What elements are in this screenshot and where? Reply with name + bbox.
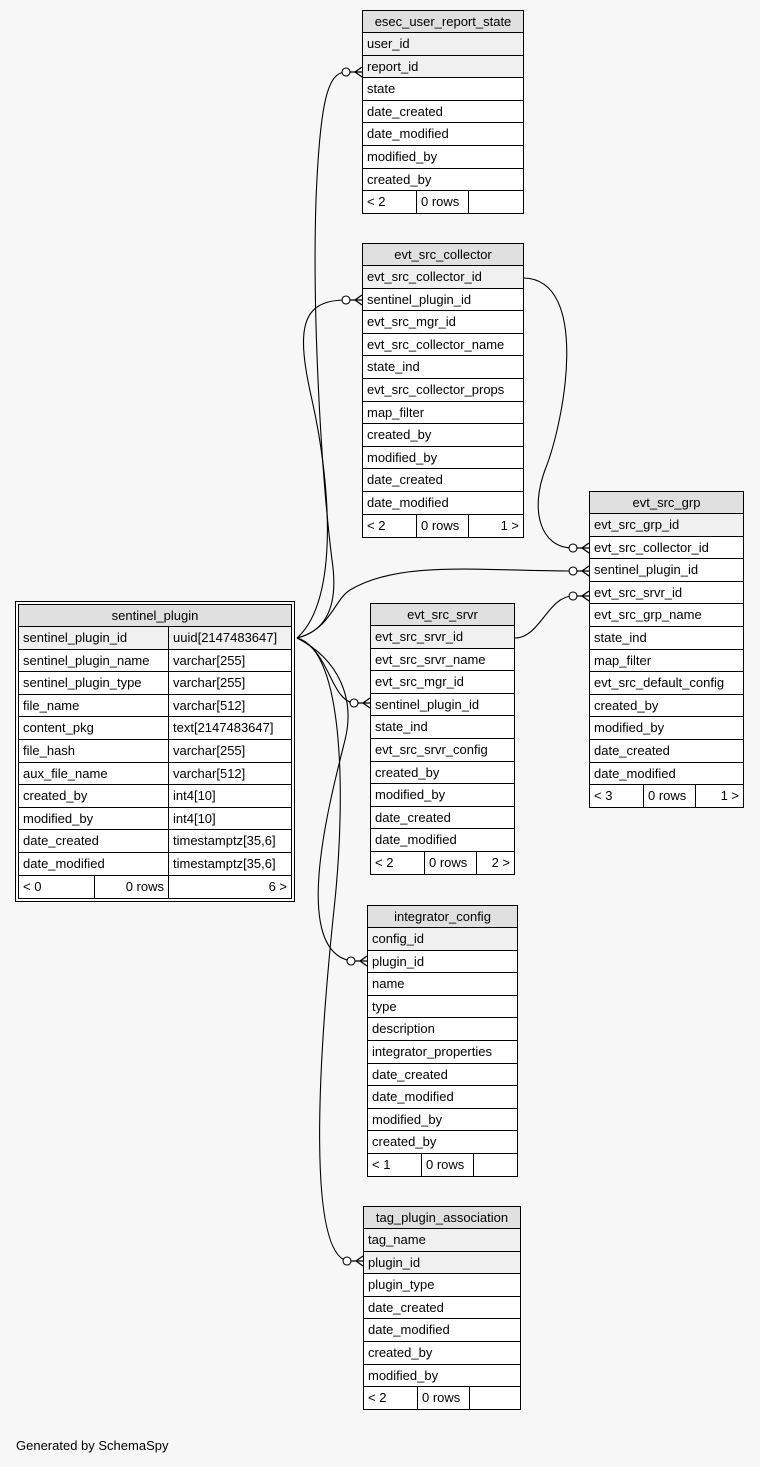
column-row[interactable] xyxy=(19,740,291,763)
column-row[interactable] xyxy=(590,717,743,740)
parents-count[interactable]: < 2 xyxy=(371,852,425,874)
crows-foot-icon xyxy=(577,591,589,601)
column-row[interactable] xyxy=(371,739,514,762)
column-name: description xyxy=(372,1021,435,1037)
column-row[interactable] xyxy=(371,784,514,807)
table-title[interactable]: evt_src_collector xyxy=(363,244,523,266)
table-footer xyxy=(363,515,523,537)
column-row[interactable] xyxy=(19,763,291,786)
crows-foot-icon xyxy=(350,67,362,77)
parents-count[interactable]: < 2 xyxy=(364,1387,418,1409)
children-count[interactable]: 2 > xyxy=(491,854,510,870)
table-esec-user-report-state[interactable] xyxy=(362,10,524,214)
optional-marker-icon xyxy=(350,699,358,707)
relationship-line xyxy=(297,638,347,1261)
column-name: map_filter xyxy=(594,652,652,668)
column-row[interactable] xyxy=(590,650,743,673)
column-type: int4[10] xyxy=(168,808,291,830)
column-row[interactable] xyxy=(364,1297,520,1320)
column-type: varchar[512] xyxy=(168,763,291,785)
column-row[interactable] xyxy=(364,1342,520,1365)
column-name: file_hash xyxy=(23,742,76,758)
column-row[interactable] xyxy=(590,763,743,786)
column-name: map_filter xyxy=(367,404,425,420)
relationship-line xyxy=(524,278,573,548)
column-row[interactable] xyxy=(363,334,523,357)
table-title[interactable]: evt_src_srvr xyxy=(371,604,514,626)
column-row[interactable] xyxy=(363,469,523,492)
column-row[interactable] xyxy=(368,973,517,996)
column-row[interactable] xyxy=(363,78,523,101)
column-name: user_id xyxy=(367,36,410,51)
column-row[interactable] xyxy=(19,808,291,831)
column-name: date_modified xyxy=(367,126,449,142)
crows-foot-icon xyxy=(355,956,367,966)
column-row[interactable] xyxy=(368,1109,517,1132)
column-name: created_by xyxy=(23,788,88,804)
table-sentinel-plugin[interactable] xyxy=(15,601,295,902)
column-row[interactable] xyxy=(363,33,523,56)
row-count: 0 rows xyxy=(95,876,169,898)
optional-marker-icon xyxy=(569,544,577,552)
column-name: sentinel_plugin_id xyxy=(23,630,128,645)
column-name: evt_src_mgr_id xyxy=(367,314,456,330)
row-count: 0 rows xyxy=(422,1154,474,1176)
column-name: evt_src_collector_props xyxy=(367,381,505,397)
column-name: date_modified xyxy=(367,494,449,510)
column-row[interactable] xyxy=(368,1041,517,1064)
column-name: evt_src_collector_id xyxy=(367,269,482,284)
column-row[interactable] xyxy=(368,1018,517,1041)
table-title[interactable]: tag_plugin_association xyxy=(364,1207,520,1229)
column-name: date_created xyxy=(372,1066,448,1082)
children-count[interactable] xyxy=(470,1387,520,1409)
table-integrator-config[interactable] xyxy=(367,905,518,1177)
optional-marker-icon xyxy=(569,567,577,575)
column-row[interactable] xyxy=(371,762,514,785)
column-name: state_ind xyxy=(594,629,647,645)
column-type: text[2147483647] xyxy=(168,717,291,739)
crows-foot-icon xyxy=(350,295,362,305)
column-row[interactable] xyxy=(364,1229,520,1252)
column-name: date_created xyxy=(594,742,670,758)
optional-marker-icon xyxy=(347,957,355,965)
table-evt-src-grp[interactable] xyxy=(589,491,744,808)
column-row[interactable] xyxy=(19,853,291,876)
children-count[interactable] xyxy=(474,1154,517,1176)
crows-foot-icon xyxy=(577,543,589,553)
column-row[interactable] xyxy=(19,672,291,695)
crows-foot-icon xyxy=(351,1256,363,1266)
column-type: varchar[255] xyxy=(168,740,291,762)
column-name: date_created xyxy=(367,103,443,119)
parents-count[interactable]: < 1 xyxy=(368,1154,422,1176)
column-name: evt_src_srvr_name xyxy=(375,651,486,667)
column-name: modified_by xyxy=(368,1367,439,1383)
optional-marker-icon xyxy=(343,1257,351,1265)
column-row[interactable] xyxy=(371,716,514,739)
column-name: evt_src_default_config xyxy=(594,675,725,691)
column-name: date_created xyxy=(367,472,443,488)
column-name: created_by xyxy=(375,764,440,780)
column-row[interactable] xyxy=(19,785,291,808)
table-title[interactable]: integrator_config xyxy=(368,906,517,928)
column-name: report_id xyxy=(367,58,419,74)
column-row[interactable] xyxy=(371,829,514,852)
column-row[interactable] xyxy=(363,56,523,79)
column-row[interactable] xyxy=(371,649,514,672)
column-name: modified_by xyxy=(372,1111,443,1127)
column-name: config_id xyxy=(372,931,425,946)
children-count[interactable]: 6 > xyxy=(268,878,287,894)
column-name: sentinel_plugin_id xyxy=(375,696,480,712)
column-row[interactable] xyxy=(363,289,523,312)
column-row[interactable] xyxy=(19,627,291,650)
column-name: evt_src_grp_id xyxy=(594,517,680,532)
column-row[interactable] xyxy=(363,492,523,515)
column-name: plugin_type xyxy=(368,1277,435,1293)
column-name: evt_src_collector_name xyxy=(367,336,505,352)
generated-by-note: Generated by SchemaSpy xyxy=(16,1438,169,1453)
table-footer xyxy=(363,191,523,213)
column-type: varchar[255] xyxy=(168,672,291,694)
column-name: content_pkg xyxy=(23,720,94,736)
column-row[interactable] xyxy=(590,627,743,650)
column-name: evt_src_srvr_id xyxy=(375,629,464,644)
column-row[interactable] xyxy=(363,146,523,169)
column-name: date_modified xyxy=(375,832,457,848)
column-row[interactable] xyxy=(363,424,523,447)
column-type: varchar[512] xyxy=(168,695,291,717)
column-row[interactable] xyxy=(590,514,743,537)
crows-foot-icon xyxy=(358,698,370,708)
column-name: file_name xyxy=(23,697,80,713)
column-row[interactable] xyxy=(590,559,743,582)
column-row[interactable] xyxy=(19,830,291,853)
column-name: sentinel_plugin_type xyxy=(23,675,142,691)
table-footer xyxy=(371,852,514,874)
table-footer xyxy=(368,1154,517,1176)
column-row[interactable] xyxy=(590,537,743,560)
column-type: timestamptz[35,6] xyxy=(168,853,291,875)
column-row[interactable] xyxy=(368,1064,517,1087)
children-count[interactable]: 1 > xyxy=(720,788,739,804)
column-row[interactable] xyxy=(364,1319,520,1342)
column-name: created_by xyxy=(367,171,432,187)
column-row[interactable] xyxy=(590,582,743,605)
column-name: date_modified xyxy=(372,1089,454,1105)
column-name: plugin_id xyxy=(368,1254,421,1270)
relationship-line xyxy=(515,596,573,638)
column-name: evt_src_srvr_id xyxy=(594,584,683,600)
table-footer xyxy=(364,1387,520,1409)
column-name: sentinel_plugin_id xyxy=(594,562,699,578)
table-footer xyxy=(19,876,291,898)
column-row[interactable] xyxy=(364,1274,520,1297)
column-row[interactable] xyxy=(363,101,523,124)
optional-marker-icon xyxy=(342,296,350,304)
column-row[interactable] xyxy=(363,402,523,425)
column-row[interactable] xyxy=(363,123,523,146)
column-name: name xyxy=(372,976,405,992)
column-row[interactable] xyxy=(364,1252,520,1275)
column-type: varchar[255] xyxy=(168,650,291,672)
column-name: evt_src_srvr_config xyxy=(375,741,488,757)
column-type: int4[10] xyxy=(168,785,291,807)
column-row[interactable] xyxy=(19,695,291,718)
column-row[interactable] xyxy=(590,672,743,695)
column-row[interactable] xyxy=(368,1131,517,1154)
relationship-line xyxy=(297,300,346,638)
column-row[interactable] xyxy=(19,717,291,740)
column-name: tag_name xyxy=(368,1232,426,1247)
column-name: modified_by xyxy=(367,449,438,465)
column-name: modified_by xyxy=(23,810,94,826)
column-row[interactable] xyxy=(364,1365,520,1388)
crows-foot-icon xyxy=(577,566,589,576)
column-name: modified_by xyxy=(367,148,438,164)
column-type: timestamptz[35,6] xyxy=(168,830,291,852)
column-row[interactable] xyxy=(590,740,743,763)
row-count: 0 rows xyxy=(644,785,696,807)
column-name: date_created xyxy=(368,1299,444,1315)
optional-marker-icon xyxy=(342,68,350,76)
column-row[interactable] xyxy=(590,604,743,627)
column-row[interactable] xyxy=(590,695,743,718)
column-row[interactable] xyxy=(368,951,517,974)
column-name: modified_by xyxy=(375,787,446,803)
column-name: date_created xyxy=(375,809,451,825)
column-name: date_created xyxy=(23,833,99,849)
column-row[interactable] xyxy=(19,650,291,673)
row-count: 0 rows xyxy=(417,515,469,537)
parents-count[interactable]: < 2 xyxy=(363,191,417,213)
column-row[interactable] xyxy=(363,356,523,379)
parents-count[interactable]: < 3 xyxy=(590,785,644,807)
column-name: state xyxy=(367,81,396,97)
column-name: created_by xyxy=(368,1344,433,1360)
column-row[interactable] xyxy=(363,311,523,334)
relationship-line xyxy=(297,638,351,961)
column-name: plugin_id xyxy=(372,953,425,969)
table-title[interactable]: sentinel_plugin xyxy=(19,605,291,627)
column-row[interactable] xyxy=(363,266,523,289)
column-row[interactable] xyxy=(368,1086,517,1109)
row-count: 0 rows xyxy=(418,1387,470,1409)
column-row[interactable] xyxy=(363,447,523,470)
column-row[interactable] xyxy=(371,671,514,694)
column-name: type xyxy=(372,998,397,1014)
parents-count[interactable]: < 2 xyxy=(363,515,417,537)
column-row[interactable] xyxy=(371,807,514,830)
column-row[interactable] xyxy=(371,626,514,649)
column-name: created_by xyxy=(594,697,659,713)
column-row[interactable] xyxy=(368,996,517,1019)
column-name: sentinel_plugin_name xyxy=(23,652,150,668)
column-name: evt_src_grp_name xyxy=(594,607,702,623)
children-count[interactable] xyxy=(469,191,523,213)
column-name: date_modified xyxy=(594,765,676,781)
children-count[interactable]: 1 > xyxy=(500,517,519,533)
row-count: 0 rows xyxy=(417,191,469,213)
column-name: evt_src_mgr_id xyxy=(375,674,464,690)
column-name: date_modified xyxy=(23,855,105,871)
column-name: created_by xyxy=(367,427,432,443)
table-title[interactable]: esec_user_report_state xyxy=(363,11,523,33)
table-footer xyxy=(590,785,743,807)
optional-marker-icon xyxy=(569,592,577,600)
column-name: modified_by xyxy=(594,720,665,736)
table-evt-src-collector[interactable] xyxy=(362,243,524,538)
column-name: state_ind xyxy=(367,359,420,375)
parents-count[interactable]: < 0 xyxy=(19,876,95,898)
column-name: aux_file_name xyxy=(23,765,108,781)
table-title[interactable]: evt_src_grp xyxy=(590,492,743,514)
table-evt-src-srvr[interactable] xyxy=(370,603,515,875)
column-row[interactable] xyxy=(363,169,523,192)
column-name: evt_src_collector_id xyxy=(594,539,709,555)
table-tag-plugin-association[interactable] xyxy=(363,1206,521,1410)
column-row[interactable] xyxy=(363,379,523,402)
column-name: sentinel_plugin_id xyxy=(367,291,472,307)
column-name: created_by xyxy=(372,1134,437,1150)
column-name: date_modified xyxy=(368,1322,450,1338)
column-name: integrator_properties xyxy=(372,1043,492,1059)
row-count: 0 rows xyxy=(425,852,477,874)
column-type: uuid[2147483647] xyxy=(168,627,291,649)
column-row[interactable] xyxy=(371,694,514,717)
column-name: state_ind xyxy=(375,719,428,735)
column-row[interactable] xyxy=(368,928,517,951)
